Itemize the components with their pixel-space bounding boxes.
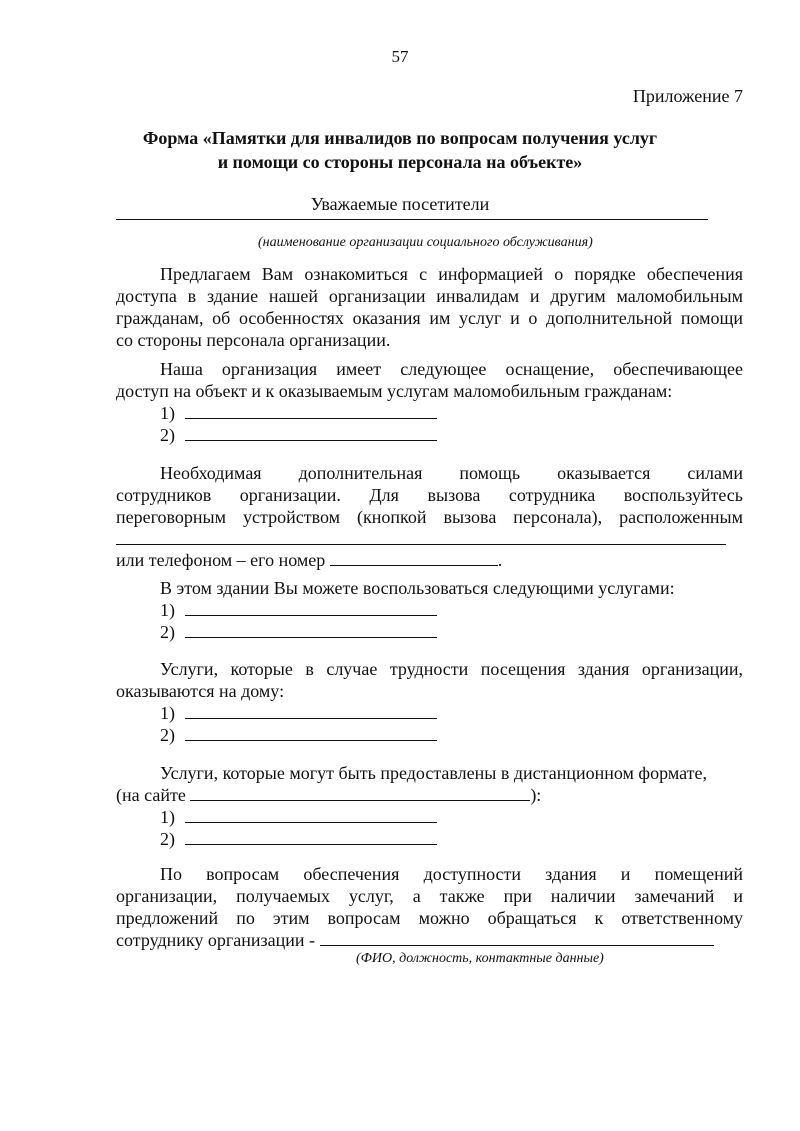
contact-last-line: сотруднику организации - <box>116 929 714 951</box>
title-line-1: Форма «Памятки для инвалидов по вопросам получения услуг <box>142 128 658 148</box>
phone-field[interactable] <box>330 549 498 566</box>
help-line: сотрудников организации. Для вызова сотрудника воспользуйтесь <box>116 485 743 505</box>
contact-paragraph <box>116 863 743 929</box>
blank-line[interactable] <box>185 828 437 845</box>
title-line-2: и помощи со стороны персонала на объекте» <box>217 152 583 172</box>
blank-line[interactable] <box>185 424 437 441</box>
location-field[interactable] <box>116 544 726 545</box>
help-line: Необходимая дополнительная помощь оказывается силами <box>160 463 743 483</box>
equipment-paragraph <box>116 358 743 402</box>
intro-line: гражданам, об особенностях оказания им услуг и о дополнительной помощи <box>116 308 743 328</box>
building-services-item-1: 1) <box>160 599 437 621</box>
website-field[interactable] <box>190 784 530 801</box>
equipment-line: Наша организация имеет следующее оснащение, обеспечивающее <box>160 359 743 379</box>
remote-services-item-2: 2) <box>160 828 437 850</box>
blank-line[interactable] <box>185 402 437 419</box>
contact-line: По вопросам обеспечения доступности здания и помещений <box>160 864 743 884</box>
equipment-item-2: 2) <box>160 424 437 446</box>
help-paragraph <box>116 462 743 528</box>
remote-services-paragraph <box>116 762 743 784</box>
org-name-field[interactable] <box>116 219 708 220</box>
greeting: Уважаемые посетители <box>310 194 490 214</box>
remote-services-line: Услуги, которые могут быть предоставлены в дистанционном формате, <box>160 763 707 783</box>
blank-line[interactable] <box>185 806 437 823</box>
blank-line[interactable] <box>185 599 437 616</box>
responsible-person-field[interactable] <box>320 929 714 946</box>
home-services-item-2: 2) <box>160 724 437 746</box>
intro-line: со стороны персонала организации. <box>116 330 391 350</box>
equipment-line: доступ на объект и к оказываемым услугам маломобильным гражданам: <box>116 381 673 401</box>
building-services-heading: В этом здании Вы можете воспользоваться следующими услугами: <box>160 578 675 598</box>
blank-line[interactable] <box>185 621 437 638</box>
responsible-person-caption: (ФИО, должность, контактные данные) <box>356 951 604 966</box>
appendix-label: Приложение 7 <box>632 86 743 106</box>
intro-paragraph <box>116 263 743 351</box>
remote-site-line: (на сайте ): <box>116 785 542 805</box>
page-number: 57 <box>391 47 409 66</box>
home-services-item-1: 1) <box>160 702 437 724</box>
contact-line: предложений по этим вопросам можно обращаться к ответственному <box>116 908 743 928</box>
equipment-item-1: 1) <box>160 402 437 424</box>
home-services-line: Услуги, которые в случае трудности посещения здания организации, <box>160 659 743 679</box>
contact-line: организации, получаемых услуг, а также при наличии замечаний и <box>116 886 743 906</box>
building-services-item-2: 2) <box>160 621 437 643</box>
remote-services-item-1: 1) <box>160 806 437 828</box>
home-services-line: оказываются на дому: <box>116 681 285 701</box>
org-name-caption: (наименование организации социального обслуживания) <box>258 235 593 250</box>
help-line: переговорным устройством (кнопкой вызова персонала), расположенным <box>116 507 743 527</box>
intro-line: доступа в здание нашей организации инвалидам и другим маломобильным <box>116 286 743 306</box>
home-services-paragraph <box>116 658 743 702</box>
intro-line: Предлагаем Вам ознакомиться с информацией о порядке обеспечения <box>160 264 743 284</box>
phone-line: или телефоном – его номер . <box>116 550 503 570</box>
document-title <box>0 126 800 174</box>
blank-line[interactable] <box>185 724 437 741</box>
blank-line[interactable] <box>185 702 437 719</box>
